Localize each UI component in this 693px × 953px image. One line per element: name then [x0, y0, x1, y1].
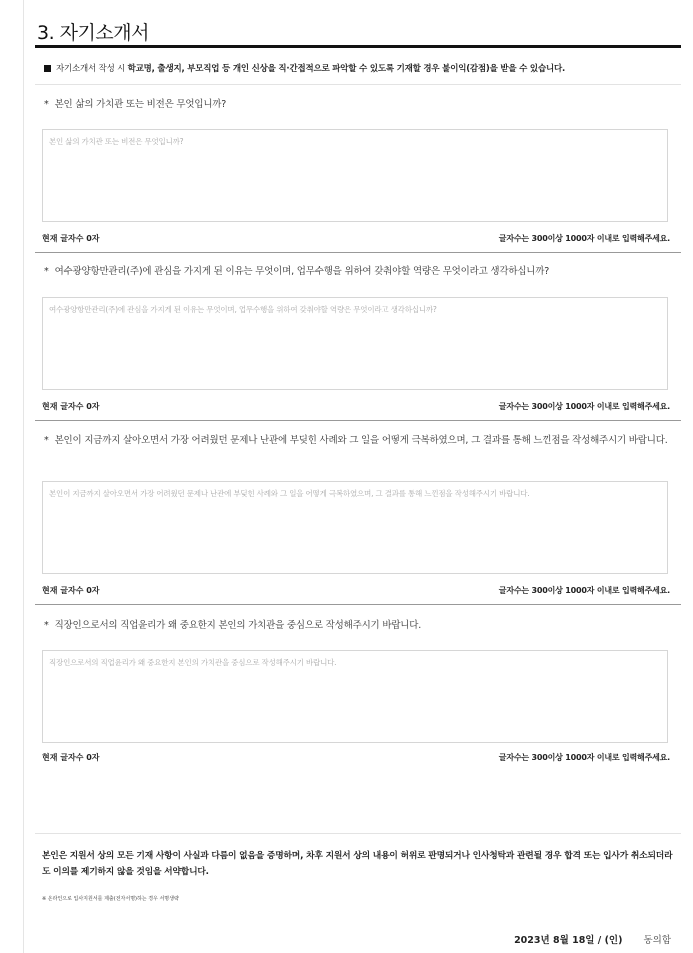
question-4 — [44, 618, 421, 634]
question-3 — [44, 433, 672, 449]
divider — [35, 420, 681, 421]
char-limit-hint: 글자수는 300이상 1000자 이내로 입력해주세요. — [498, 402, 670, 411]
question-text: 본인 삶의 가치관 또는 비전은 무엇입니까? — [54, 99, 227, 110]
divider — [35, 252, 681, 253]
question-text: 여수광양항만관리(주)에 관심을 가지게 된 이유는 무엇이며, 업무수행을 위하여 갖춰야할 역량은 무엇이라고 생각하십니까? — [54, 266, 550, 277]
required-star: * — [44, 620, 49, 631]
answer-textarea-4[interactable] — [42, 650, 668, 743]
answer-textarea-1[interactable] — [42, 129, 668, 222]
notice — [44, 62, 565, 74]
question-text: 직장인으로서의 직업윤리가 왜 중요한지 본인의 가치관을 중심으로 작성해주시기 바랍니다. — [54, 620, 422, 631]
declaration-text: 본인은 지원서 상의 모든 기재 사항이 사실과 다름이 없음을 증명하며, 차후 지원서 상의 내용이 허위로 판명되거나 인사청탁과 관련될 경우 합격 또는 입사가 취소되더라도 이의를 제기하지 않을 것임을 서약합니다. — [42, 851, 673, 877]
signature-row — [514, 932, 671, 946]
footnote: ※ 온라인으로 입사지원서를 제출(전자서명)하는 경우 서명생략 — [42, 896, 179, 902]
question-2 — [44, 264, 549, 280]
divider — [35, 84, 681, 85]
agree-button[interactable]: 동의함 — [643, 935, 671, 946]
char-count: 현재 글자수 0자 — [42, 753, 100, 762]
required-star: * — [44, 435, 49, 446]
question-1 — [44, 97, 226, 113]
notice-prefix: 자기소개서 작성 시 — [56, 64, 128, 74]
required-star: * — [44, 99, 49, 110]
section-title: 3. 자기소개서 — [37, 22, 149, 44]
answer-textarea-2[interactable] — [42, 297, 668, 390]
char-count: 현재 글자수 0자 — [42, 586, 100, 595]
char-limit-hint: 글자수는 300이상 1000자 이내로 입력해주세요. — [498, 586, 670, 595]
required-star: * — [44, 266, 49, 277]
char-count: 현재 글자수 0자 — [42, 402, 100, 411]
left-divider — [23, 0, 24, 953]
title-rule — [35, 45, 681, 48]
divider — [35, 833, 681, 834]
char-limit-hint: 글자수는 300이상 1000자 이내로 입력해주세요. — [498, 753, 670, 762]
divider — [35, 604, 681, 605]
answer-textarea-3[interactable] — [42, 481, 668, 574]
question-text: 본인이 지금까지 살아오면서 가장 어려웠던 문제나 난관에 부딪힌 사례와 그 일을 어떻게 극복하였으며, 그 결과를 통해 느낀점을 작성해주시기 바랍니다. — [54, 435, 668, 446]
char-count: 현재 글자수 0자 — [42, 234, 100, 243]
char-limit-hint: 글자수는 300이상 1000자 이내로 입력해주세요. — [498, 234, 670, 243]
notice-bold: 학교명, 출생지, 부모직업 등 개인 신상을 직·간접적으로 파악할 수 있도록 기재할 경우 불이익(감점)을 받을 수 있습니다. — [127, 64, 566, 74]
signature-date: 2023년 8월 18일 / (인) — [514, 935, 623, 946]
square-bullet-icon — [44, 65, 51, 72]
